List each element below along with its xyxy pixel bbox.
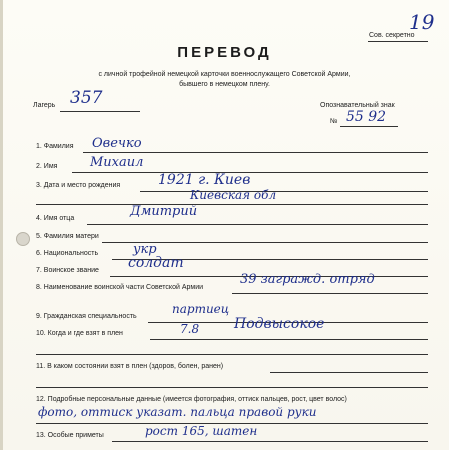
field-value-rank: солдат xyxy=(128,255,184,271)
field-line xyxy=(150,339,428,340)
field-value-profession: партиец xyxy=(172,302,230,316)
field-value-name: Михаил xyxy=(90,155,144,170)
field-value-features: рост 165, шатен xyxy=(145,424,258,438)
field-label-birth: 3. Дата и место рождения xyxy=(36,182,121,189)
field-label-captured: 10. Когда и где взят в плен xyxy=(36,330,123,337)
field-line xyxy=(87,224,428,225)
field-label-surname: 1. Фамилия xyxy=(36,143,74,150)
document-title: ПЕРЕВОД xyxy=(177,44,272,61)
field-label-mother: 5. Фамилия матери xyxy=(36,233,99,240)
field-line xyxy=(112,441,428,442)
field-label-unit: 8. Наименование воинской части Советской Армии xyxy=(36,284,204,291)
field-value-captured-place: Подвысокое xyxy=(234,316,325,332)
camp-label: Лагерь xyxy=(33,102,56,109)
field-value-birth-date: 1921 г. Киев xyxy=(158,172,251,188)
field-value-birth-region: Киевская обл xyxy=(190,188,277,202)
field-value-nationality: укр xyxy=(133,242,157,257)
secret-number: 19 xyxy=(409,10,435,34)
field-line xyxy=(270,372,428,373)
field-label-name: 2. Имя xyxy=(36,163,58,170)
field-value-surname: Овечко xyxy=(92,136,142,151)
field-label-father: 4. Имя отца xyxy=(36,215,75,222)
subtitle-line-1: с личной трофейной немецкой карточки военнослужащего Советской Армии, xyxy=(98,71,351,78)
secret-label: Сов. секретно xyxy=(369,32,415,39)
field-line xyxy=(36,354,428,355)
field-label-features: 13. Особые приметы xyxy=(36,432,104,439)
field-line xyxy=(83,152,428,153)
field-line xyxy=(36,387,428,388)
camp-line xyxy=(60,111,140,112)
field-line xyxy=(140,191,428,192)
camp-value: 357 xyxy=(70,88,103,108)
field-value-personal-data: фото, оттиск указат. пальца правой руки xyxy=(38,405,317,419)
field-label-profession: 9. Гражданская специальность xyxy=(36,313,137,320)
paper-edge xyxy=(0,0,3,450)
field-line xyxy=(232,293,428,294)
tag-label: Опознавательный знак xyxy=(320,102,395,109)
field-label-nationality: 6. Национальность xyxy=(36,250,99,257)
tag-number-prefix: № xyxy=(330,118,338,125)
field-value-unit: 39 загражд. отряд xyxy=(240,272,375,287)
tag-line xyxy=(340,126,398,127)
punch-hole xyxy=(16,232,30,246)
secret-underline xyxy=(368,41,428,42)
field-value-father: Дмитрий xyxy=(130,204,198,219)
field-value-captured-date: 7.8 xyxy=(180,322,200,336)
subtitle-line-2: бывшего в немецком плену. xyxy=(179,81,270,88)
tag-value: 55 92 xyxy=(346,109,387,125)
field-line xyxy=(36,204,428,205)
field-label-rank: 7. Воинское звание xyxy=(36,267,99,274)
field-label-personal-data: 12. Подробные персональные данные (имеется фотография, оттиск пальцев, рост, цвет волос) xyxy=(36,396,347,403)
field-label-condition: 11. В каком состоянии взят в плен (здоров, болен, ранен) xyxy=(36,363,224,370)
